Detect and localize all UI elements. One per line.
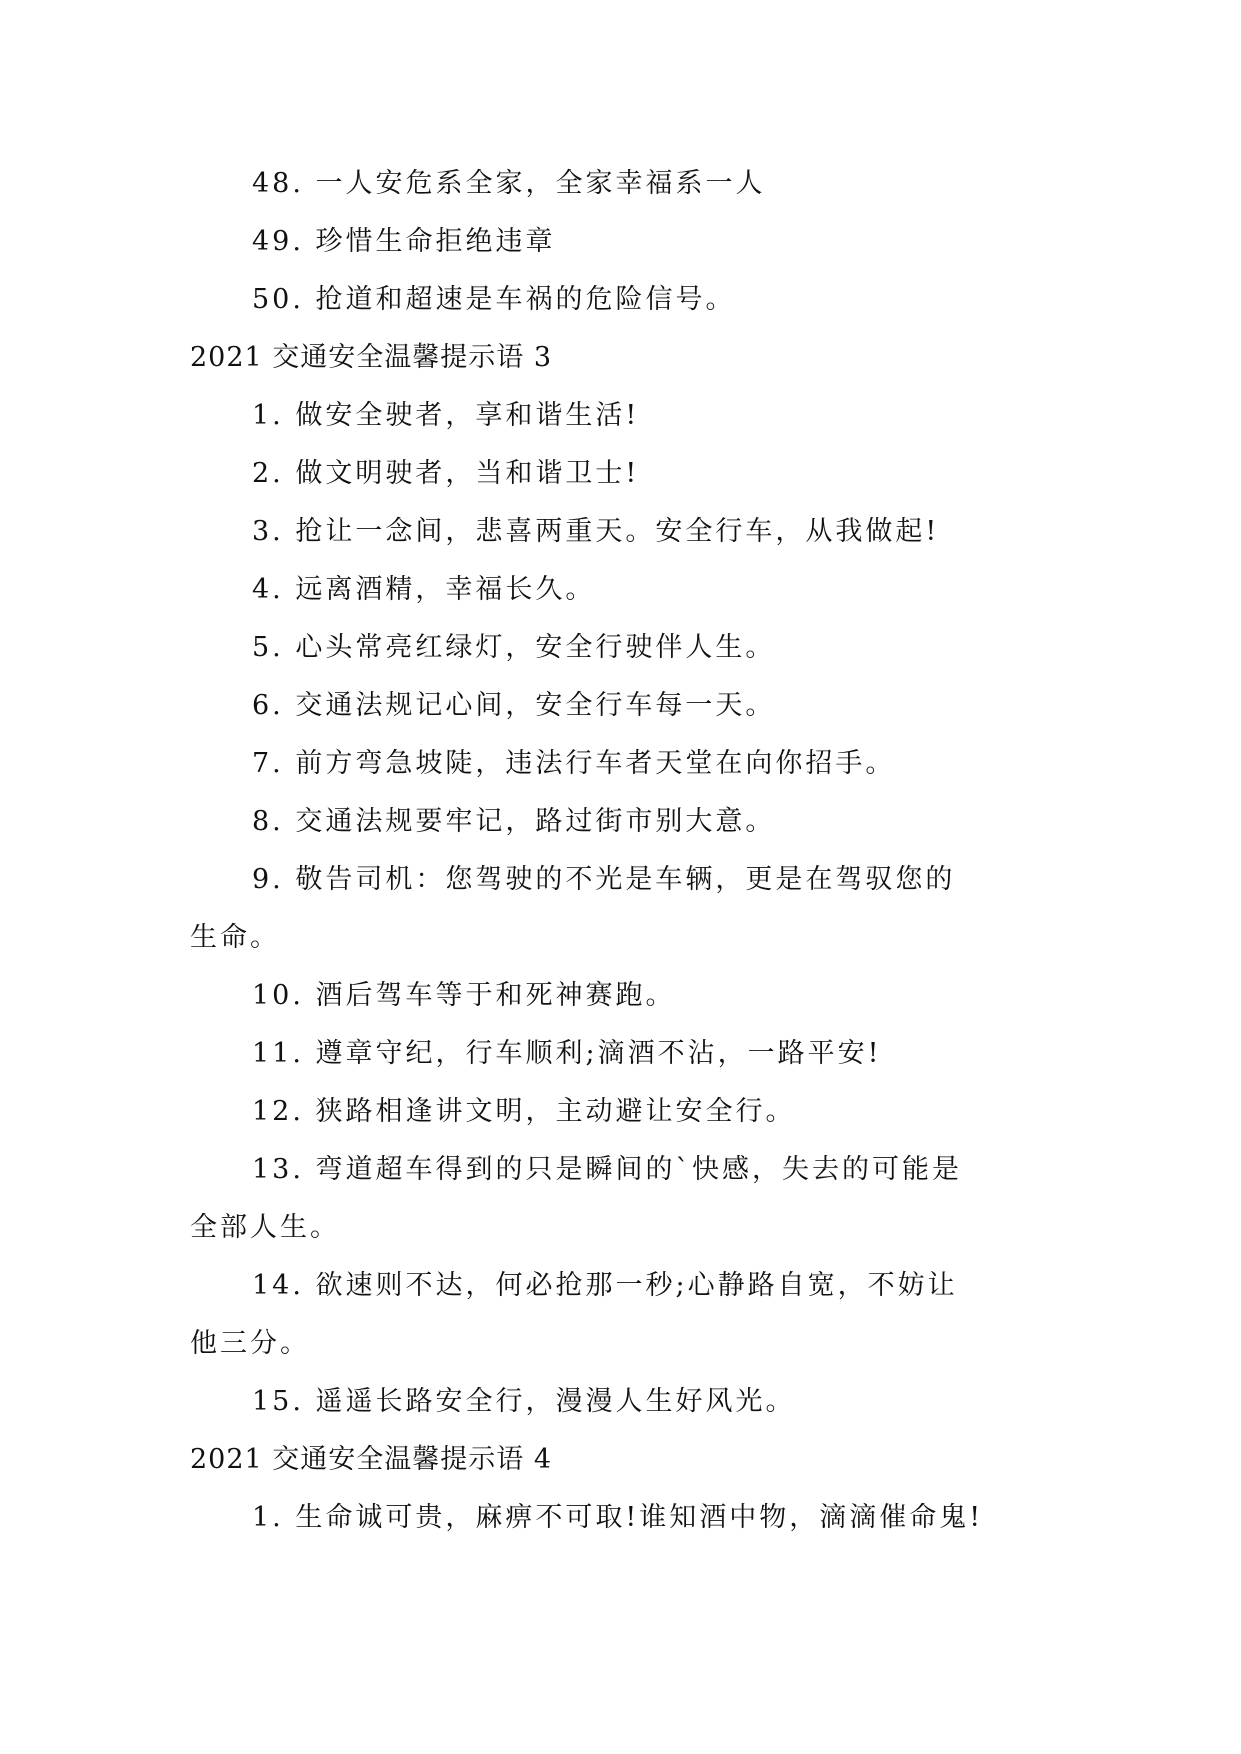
document-body — [190, 155, 1050, 1547]
list-item-continuation: 全部人生。 — [190, 1212, 340, 1243]
list-item-continuation: 他三分。 — [190, 1328, 310, 1359]
list-item: 15. 遥遥长路安全行，漫漫人生好风光。 — [252, 1386, 796, 1417]
list-item: 49. 珍惜生命拒绝违章 — [252, 226, 556, 257]
list-item: 48. 一人安危系全家，全家幸福系一人 — [252, 168, 766, 199]
list-item: 13. 弯道超车得到的只是瞬间的`快感，失去的可能是 — [252, 1154, 963, 1185]
list-item: 2. 做文明驶者，当和谐卫士! — [252, 458, 640, 489]
list-item: 9. 敬告司机：您驾驶的不光是车辆，更是在驾驭您的 — [252, 864, 956, 895]
list-item: 12. 狭路相逢讲文明，主动避让安全行。 — [252, 1096, 796, 1127]
list-item: 3. 抢让一念间，悲喜两重天。安全行车，从我做起! — [252, 516, 940, 547]
section-heading: 2021 交通安全温馨提示语 3 — [190, 342, 553, 373]
list-item: 8. 交通法规要牢记，路过街市别大意。 — [252, 806, 776, 837]
list-item: 50. 抢道和超速是车祸的危险信号。 — [252, 284, 736, 315]
list-item: 1. 生命诚可贵，麻痹不可取!谁知酒中物，滴滴催命鬼! — [252, 1502, 984, 1533]
list-item: 14. 欲速则不达，何必抢那一秒;心静路自宽，不妨让 — [252, 1270, 958, 1301]
list-item: 7. 前方弯急坡陡，违法行车者天堂在向你招手。 — [252, 748, 896, 779]
list-item-continuation: 生命。 — [190, 922, 280, 953]
list-item: 10. 酒后驾车等于和死神赛跑。 — [252, 980, 676, 1011]
section-heading: 2021 交通安全温馨提示语 4 — [190, 1444, 553, 1475]
list-item: 6. 交通法规记心间，安全行车每一天。 — [252, 690, 776, 721]
list-item: 1. 做安全驶者，享和谐生活! — [252, 400, 640, 431]
list-item: 4. 远离酒精，幸福长久。 — [252, 574, 596, 605]
list-item: 11. 遵章守纪，行车顺利;滴酒不沾，一路平安! — [252, 1038, 882, 1069]
list-item: 5. 心头常亮红绿灯，安全行驶伴人生。 — [252, 632, 776, 663]
